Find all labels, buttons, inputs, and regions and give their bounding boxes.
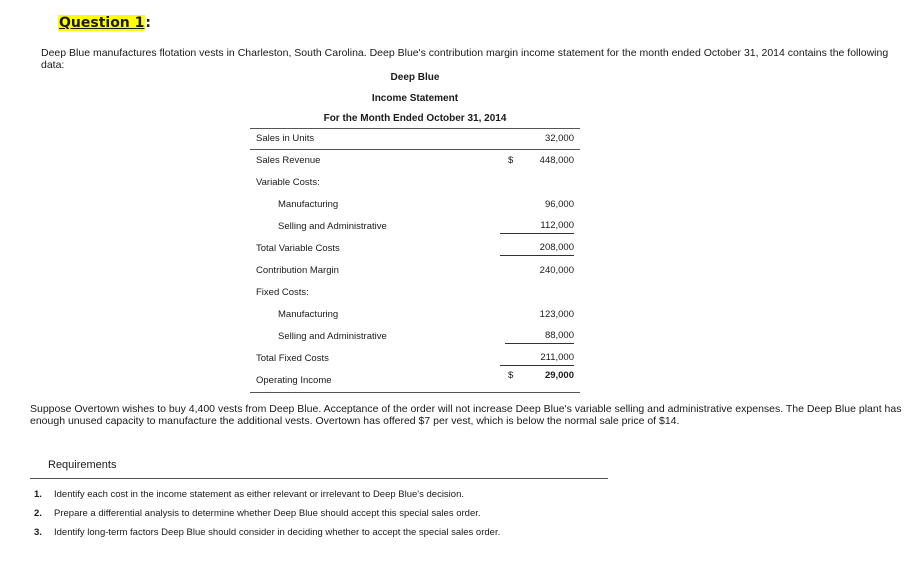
item-text: Identify long-term factors Deep Blue should consider in deciding whether to accept the special sales order. <box>54 527 501 538</box>
table-row <box>250 128 580 150</box>
table-row <box>250 370 580 393</box>
question-suffix: : <box>145 15 151 31</box>
row-label: Variable Costs: <box>256 177 320 188</box>
item-text: Prepare a differential analysis to determine whether Deep Blue should accept this special sales order. <box>54 508 481 519</box>
row-label: Total Variable Costs <box>256 243 340 254</box>
question-title <box>58 15 151 31</box>
requirements-divider <box>30 478 608 479</box>
item-number: 3. <box>34 527 42 538</box>
row-value: 96,000 <box>544 199 574 210</box>
row-label: Selling and Administrative <box>278 221 387 232</box>
scenario-paragraph: Suppose Overtown wishes to buy 4,400 vests from Deep Blue. Acceptance of the order will not increase Deep Blue's variable selling and administrative expenses. The Deep Blue plant has enough unused capacity to manufacture the additional vests. Overtown has offered $7 per vest, which is below the normal sale price of $14. <box>30 403 902 427</box>
table-row <box>250 238 580 260</box>
row-label: Selling and Administrative <box>278 331 387 342</box>
item-number: 2. <box>34 508 42 519</box>
row-value: 112,000 <box>500 219 574 234</box>
statement-company: Deep Blue <box>390 72 440 83</box>
intro-paragraph: Deep Blue manufactures flotation vests in Charleston, South Carolina. Deep Blue's contribution margin income statement for the month ended October 31, 2014 contains the following data: <box>41 47 889 71</box>
row-label: Manufacturing <box>278 309 339 320</box>
table-row <box>250 304 580 326</box>
row-currency: $ <box>508 370 514 381</box>
row-label: Fixed Costs: <box>256 287 309 298</box>
row-value: 29,000 <box>544 370 574 381</box>
income-statement-table <box>250 128 580 393</box>
row-label: Total Fixed Costs <box>256 353 329 364</box>
row-label: Manufacturing <box>278 199 339 210</box>
row-value: 88,000 <box>505 329 574 344</box>
table-row <box>250 282 580 304</box>
row-value: 32,000 <box>544 133 574 144</box>
row-label: Sales Revenue <box>256 155 321 166</box>
table-row <box>250 172 580 194</box>
requirements-heading: Requirements <box>48 459 117 471</box>
item-text: Identify each cost in the income statement as either relevant or irrelevant to Deep Blue's decision. <box>54 489 465 500</box>
row-value: 123,000 <box>539 309 574 320</box>
table-row <box>250 260 580 282</box>
question-label: Question 1 <box>59 15 145 31</box>
statement-title: Income Statement <box>371 93 459 104</box>
row-label: Sales in Units <box>256 133 315 144</box>
table-row <box>250 150 580 172</box>
statement-period: For the Month Ended October 31, 2014 <box>323 113 507 124</box>
table-row <box>250 348 580 370</box>
row-value: 211,000 <box>500 351 574 366</box>
table-row <box>250 326 580 348</box>
row-value: 208,000 <box>500 241 574 256</box>
row-currency: $ <box>508 155 514 166</box>
row-value: 448,000 <box>539 155 574 166</box>
table-row <box>250 216 580 238</box>
row-value: 240,000 <box>539 265 574 276</box>
item-number: 1. <box>34 489 42 500</box>
table-row <box>250 194 580 216</box>
row-label: Operating Income <box>256 375 332 386</box>
row-label: Contribution Margin <box>256 265 339 276</box>
